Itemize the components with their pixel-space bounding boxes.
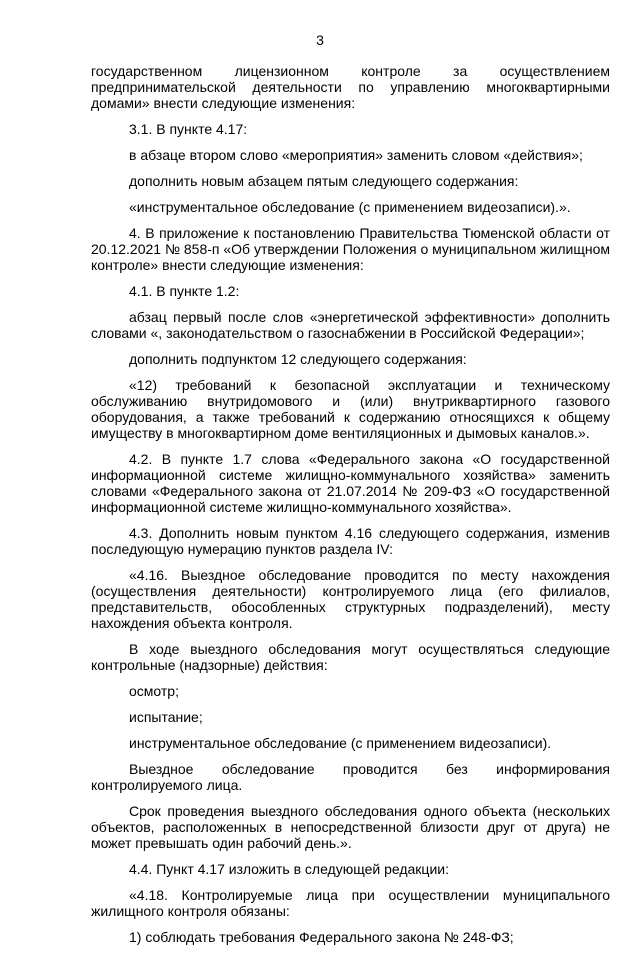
paragraph-subpoint-12: «12) требований к безопасной эксплуатации и техническому обслуживанию внутридомового и (или) внутриквартирного газового оборудования, а также требований к содержанию относящихся к общему имуществу в многоквартирном доме вентиляционных и дымовых каналов.». <box>91 377 610 441</box>
list-item-testing: испытание; <box>129 709 203 725</box>
page-number: 3 <box>316 32 324 48</box>
paragraph-word-replace: в абзаце втором слово «мероприятия» заменить словом «действия»; <box>129 147 583 163</box>
paragraph-4-2: 4.2. В пункте 1.7 слова «Федерального закона «О государственной информационной системе жилищно-коммунального хозяйства» заменить словами «Федерального закона от 21.07.2014 № 209-ФЗ «О государственной информационной системе жилищно-коммунального хозяйства». <box>91 451 610 515</box>
paragraph-4-16: «4.16. Выездное обследование проводится по месту нахождения (осуществления деятельности) контролируемого лица (его филиалов, представительств, обособленных структурных подразделений), месту нахождения объекта контроля. <box>91 567 610 631</box>
paragraph-3-1: 3.1. В пункте 4.17: <box>129 121 248 137</box>
paragraph-energy-efficiency: абзац первый после слов «энергетической эффективности» дополнить словами «, законодательством о газоснабжении в Российской Федерации»; <box>91 309 610 341</box>
paragraph-no-notice: Выездное обследование проводится без информирования контролируемого лица. <box>91 761 610 793</box>
paragraph-4-4: 4.4. Пункт 4.17 изложить в следующей редакции: <box>129 861 449 877</box>
paragraph-4-1: 4.1. В пункте 1.2: <box>129 283 240 299</box>
paragraph-4-18: «4.18. Контролируемые лица при осуществлении муниципального жилищного контроля обязаны: <box>91 887 610 919</box>
paragraph-intro: государственном лицензионном контроле за осуществлением предпринимательской деятельности по управлению многоквартирными домами» внести следующие изменения: <box>91 63 610 111</box>
document-body <box>91 63 610 955</box>
paragraph-actions: В ходе выездного обследования могут осуществляться следующие контрольные (надзорные) действия: <box>91 641 610 673</box>
paragraph-term: Срок проведения выездного обследования одного объекта (нескольких объектов, расположенных в непосредственной близости друг от друга) не может превышать один рабочий день.». <box>91 803 610 851</box>
list-item-inspection: осмотр; <box>129 683 179 699</box>
paragraph-4: 4. В приложение к постановлению Правительства Тюменской области от 20.12.2021 № 858-п «Об утверждении Положения о муниципальном жилищном контроле» внести следующие изменения: <box>91 225 611 273</box>
paragraph-instrumental-quote: «инструментальное обследование (с применением видеозаписи).». <box>129 199 571 215</box>
paragraph-item-1: 1) соблюдать требования Федерального закона № 248-ФЗ; <box>129 929 514 945</box>
list-item-instrumental: инструментальное обследование (с применением видеозаписи). <box>129 735 552 751</box>
paragraph-4-3: 4.3. Дополнить новым пунктом 4.16 следующего содержания, изменив последующую нумерацию пунктов раздела IV: <box>91 525 610 557</box>
paragraph-add-fifth: дополнить новым абзацем пятым следующего содержания: <box>129 173 519 189</box>
paragraph-add-subpoint-12: дополнить подпунктом 12 следующего содержания: <box>129 351 467 367</box>
